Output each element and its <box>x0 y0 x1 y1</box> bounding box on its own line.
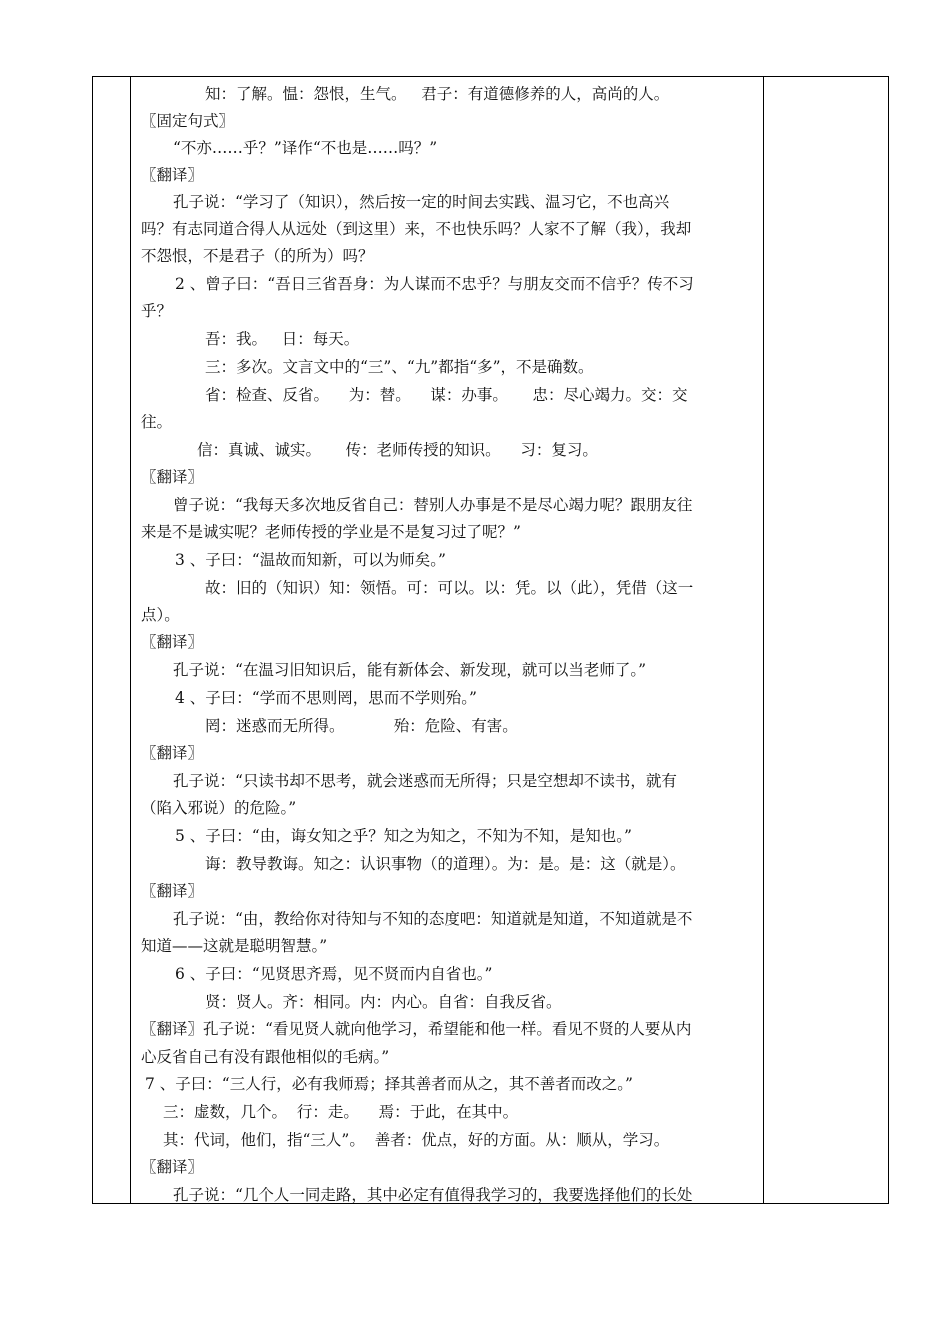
text-line: 来是不是诚实呢？老师传授的学业是不是复习过了呢？” <box>141 523 521 541</box>
right-column-divider <box>763 77 764 1203</box>
text-line: 孔子说：“几个人一同走路，其中必定有值得我学习的，我要选择他们的长处 <box>173 1186 693 1204</box>
text-line: 罔：迷惑而无所得。 殆：危险、有害。 <box>205 717 518 735</box>
text-line: 往。 <box>141 413 173 431</box>
text-line: 贤：贤人。齐：相同。内：内心。自省：自我反省。 <box>205 993 562 1011</box>
text-line: 7 、子曰：“三人行，必有我师焉；择其善者而从之，其不善者而改之。” <box>145 1075 633 1093</box>
text-line: 故：旧的（知识）知：领悟。可：可以。以：凭。以（此），凭借（这一 <box>205 579 694 597</box>
text-line: 心反省自己有没有跟他相似的毛病。” <box>141 1048 390 1066</box>
text-line: 知：了解。愠：怨恨，生气。 君子：有道德修养的人，高尚的人。 <box>205 85 670 103</box>
text-line: 孔子说：“由，教给你对待知与不知的态度吧：知道就是知道，不知道就是不 <box>173 910 693 928</box>
text-line: 知道——这就是聪明智慧。” <box>141 937 328 955</box>
text-line: 2 、曾子曰：“吾日三省吾身：为人谋而不忠乎？与朋友交而不信乎？传不习 <box>175 275 694 293</box>
section-heading: 〖翻译〗 <box>141 633 204 651</box>
left-column-divider <box>130 77 131 1203</box>
text-line: “不亦……乎？”译作“不也是……吗？” <box>173 139 438 157</box>
section-heading: 〖固定句式〗 <box>141 112 235 130</box>
text-line: 其：代词，他们，指“三人”。 善者：优点，好的方面。从：顺从，学习。 <box>163 1131 670 1149</box>
section-heading: 〖翻译〗 <box>141 468 204 486</box>
text-line: 〖翻译〗孔子说：“看见贤人就向他学习，希望能和他一样。看见不贤的人要从内 <box>141 1020 692 1038</box>
section-heading: 〖翻译〗 <box>141 1158 204 1176</box>
section-heading: 〖翻译〗 <box>141 744 204 762</box>
text-line: 三：虚数，几个。 行：走。 焉：于此，在其中。 <box>163 1103 519 1121</box>
text-line: 信：真诚、诚实。 传：老师传授的知识。 习：复习。 <box>197 441 598 459</box>
text-line: 省：检查、反省。 为：替。 谋：办事。 忠：尽心竭力。交：交 <box>205 386 688 404</box>
text-line: 曾子说：“我每天多次地反省自己：替别人办事是不是尽心竭力呢？跟朋友往 <box>173 496 693 514</box>
text-line: 孔子说：“只读书却不思考，就会迷惑而无所得；只是空想却不读书，就有 <box>173 772 677 790</box>
section-heading: 〖翻译〗 <box>141 166 204 184</box>
text-line: 点）。 <box>141 606 180 624</box>
text-line: 孔子说：“在温习旧知识后，能有新体会、新发现，就可以当老师了。” <box>173 661 647 679</box>
text-line: 三：多次。文言文中的“三”、“九”都指“多”，不是确数。 <box>205 358 594 376</box>
text-line: 诲：教导教诲。知之：认识事物（的道理）。为：是。是：这（就是）。 <box>205 855 686 873</box>
text-line: 6 、子曰：“见贤思齐焉，见不贤而内自省也。” <box>175 965 493 983</box>
text-line: 3 、子曰：“温故而知新，可以为师矣。” <box>175 551 446 569</box>
text-line: （陷入邪说）的危险。” <box>141 799 297 817</box>
text-line: 乎？ <box>141 302 173 320</box>
text-line: 不怨恨，不是君子（的所为）吗？ <box>141 247 374 265</box>
text-line: 5 、子曰：“由，诲女知之乎？知之为知之，不知为不知，是知也。” <box>175 827 632 845</box>
section-heading: 〖翻译〗 <box>141 882 204 900</box>
text-line: 吾：我。 日：每天。 <box>205 330 360 348</box>
text-line: 4 、子曰：“学而不思则罔，思而不学则殆。” <box>175 689 477 707</box>
text-line: 吗？有志同道合得人从远处（到这里）来，不也快乐吗？人家不了解（我），我却 <box>141 220 692 238</box>
text-line: 孔子说：“学习了（知识），然后按一定的时间去实践、温习它，不也高兴 <box>173 193 670 211</box>
